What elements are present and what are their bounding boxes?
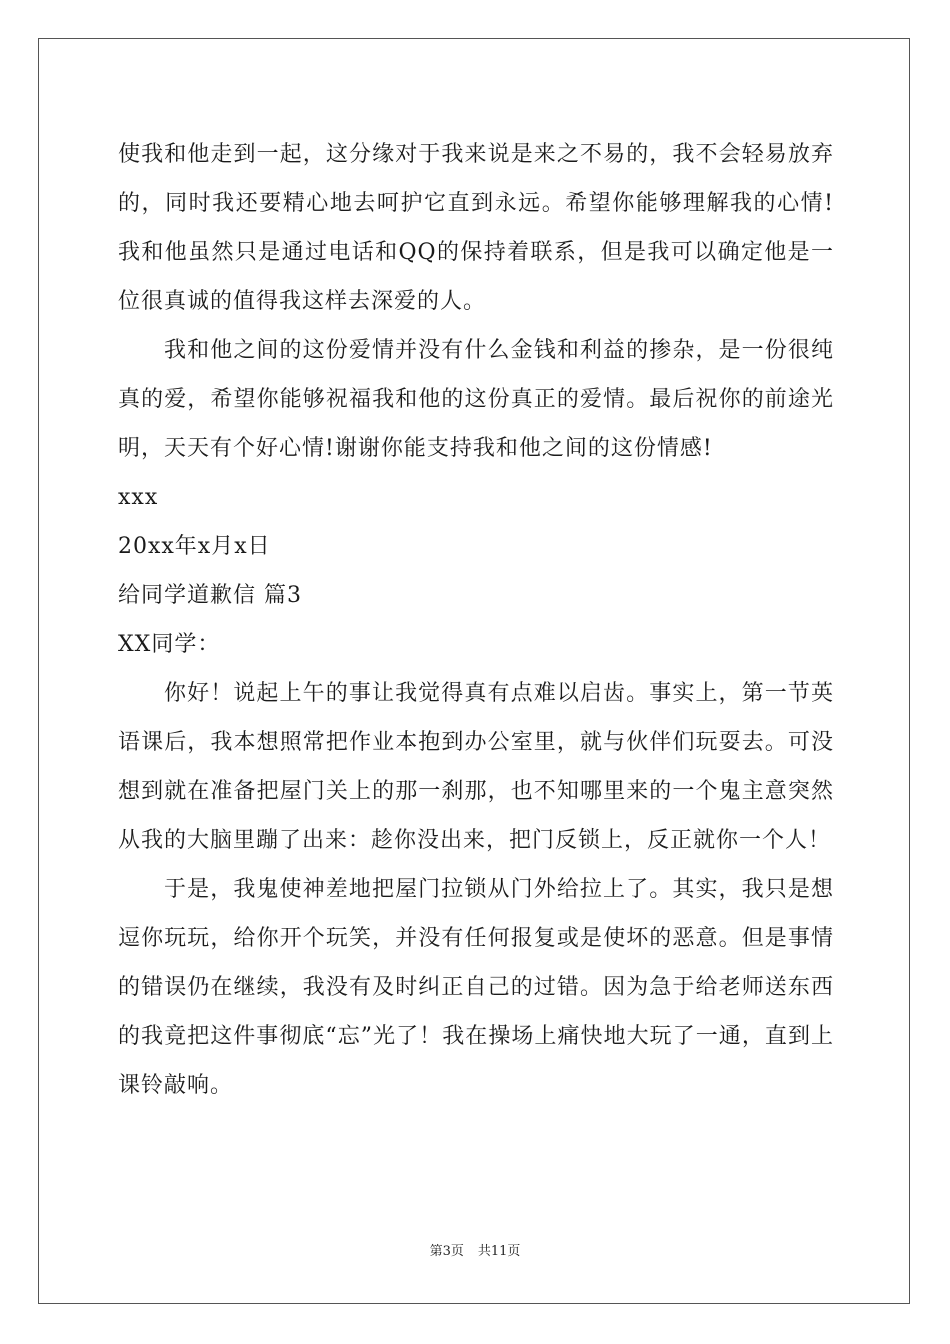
date: 20xx年x月x日 bbox=[118, 534, 271, 559]
section-title: 给同学道歉信 篇3 bbox=[118, 583, 302, 608]
salutation: XX同学： bbox=[118, 632, 221, 657]
page-footer bbox=[0, 1240, 950, 1259]
document-body bbox=[118, 130, 834, 1110]
page-number: 第3页 bbox=[429, 1244, 464, 1259]
paragraph: 我和他之间的这份爱情并没有什么金钱和利益的掺杂，是一份很纯真的爱，希望你能够祝福我和他的这份真正的爱情。最后祝你的前途光明，天天有个好心情!谢谢你能支持我和他之间的这份情感! bbox=[118, 338, 834, 461]
paragraph: 你好！说起上午的事让我觉得真有点难以启齿。事实上，第一节英语课后，我本想照常把作业本抱到办公室里，就与伙伴们玩耍去。可没想到就在准备把屋门关上的那一刹那，也不知哪里来的一个鬼主意突然从我的大脑里蹦了出来：趁你没出来，把门反锁上，反正就你一个人！ bbox=[118, 681, 834, 853]
page-total: 共11页 bbox=[477, 1244, 521, 1259]
signature: xxx bbox=[118, 485, 159, 510]
paragraph: 于是，我鬼使神差地把屋门拉锁从门外给拉上了。其实，我只是想逗你玩玩，给你开个玩笑，并没有任何报复或是使坏的恶意。但是事情的错误仍在继续，我没有及时纠正自己的过错。因为急于给老师送东西的我竟把这件事彻底“忘”光了！我在操场上痛快地大玩了一通，直到上课铃敲响。 bbox=[118, 877, 834, 1098]
paragraph-continued: 使我和他走到一起，这分缘对于我来说是来之不易的，我不会轻易放弃的，同时我还要精心地去呵护它直到永远。希望你能够理解我的心情!我和他虽然只是通过电话和QQ的保持着联系，但是我可以确定他是一位很真诚的值得我这样去深爱的人。 bbox=[118, 142, 834, 314]
